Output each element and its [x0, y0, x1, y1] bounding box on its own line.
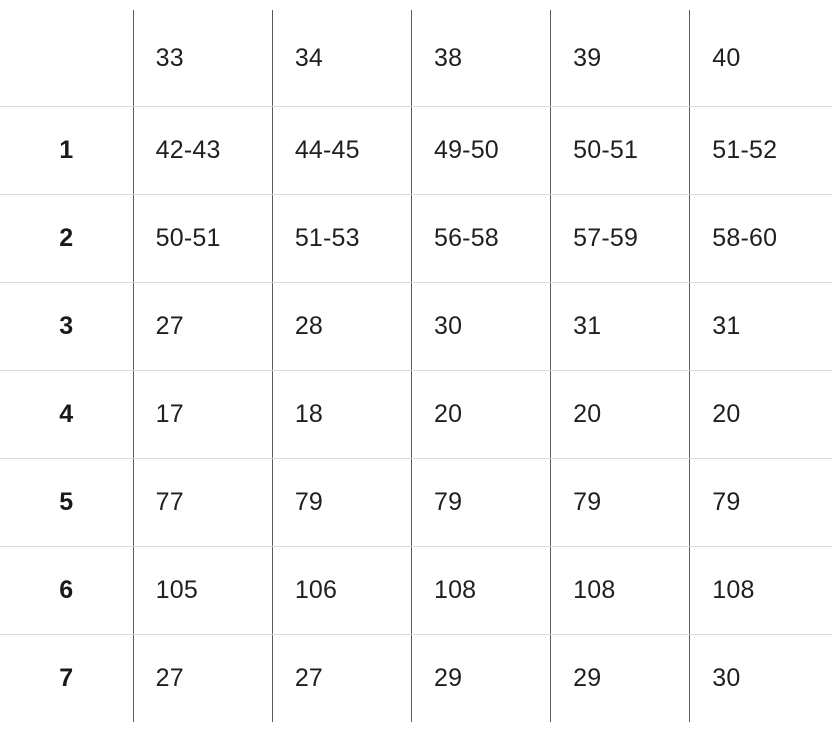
table-cell: 79 [551, 458, 690, 546]
table-cell: 31 [551, 282, 690, 370]
column-header-1: 33 [133, 10, 272, 106]
table-row [0, 106, 832, 194]
column-header-3: 38 [411, 10, 550, 106]
table-cell: 29 [551, 634, 690, 722]
table-cell: 30 [690, 634, 832, 722]
table-row [0, 634, 832, 722]
table-cell: 58-60 [690, 194, 832, 282]
table-cell: 28 [272, 282, 411, 370]
table-cell: 44-45 [272, 106, 411, 194]
table-cell: 27 [133, 634, 272, 722]
table-cell: 108 [551, 546, 690, 634]
table-cell: 50-51 [551, 106, 690, 194]
table-header-row [0, 10, 832, 106]
table-row [0, 282, 832, 370]
table-corner-cell [0, 10, 133, 106]
table-row [0, 546, 832, 634]
table-cell: 20 [690, 370, 832, 458]
table-cell: 51-52 [690, 106, 832, 194]
row-header: 7 [0, 634, 133, 722]
table-cell: 49-50 [411, 106, 550, 194]
table-row [0, 370, 832, 458]
table-cell: 18 [272, 370, 411, 458]
column-header-2: 34 [272, 10, 411, 106]
row-header: 2 [0, 194, 133, 282]
table-cell: 77 [133, 458, 272, 546]
column-header-4: 39 [551, 10, 690, 106]
table-cell: 57-59 [551, 194, 690, 282]
table-row [0, 458, 832, 546]
table-row [0, 194, 832, 282]
table-cell: 79 [411, 458, 550, 546]
row-header: 4 [0, 370, 133, 458]
row-header: 3 [0, 282, 133, 370]
table-cell: 108 [690, 546, 832, 634]
table-cell: 29 [411, 634, 550, 722]
table-cell: 106 [272, 546, 411, 634]
table-cell: 108 [411, 546, 550, 634]
size-chart-table [0, 10, 832, 722]
table-cell: 17 [133, 370, 272, 458]
table-cell: 30 [411, 282, 550, 370]
column-header-5: 40 [690, 10, 832, 106]
table-cell: 20 [551, 370, 690, 458]
table-cell: 42-43 [133, 106, 272, 194]
table-cell: 105 [133, 546, 272, 634]
table-cell: 20 [411, 370, 550, 458]
row-header: 6 [0, 546, 133, 634]
table-cell: 79 [690, 458, 832, 546]
row-header: 5 [0, 458, 133, 546]
table-cell: 56-58 [411, 194, 550, 282]
table-cell: 50-51 [133, 194, 272, 282]
row-header: 1 [0, 106, 133, 194]
table-cell: 51-53 [272, 194, 411, 282]
table-cell: 27 [133, 282, 272, 370]
table-cell: 79 [272, 458, 411, 546]
table-cell: 27 [272, 634, 411, 722]
table-cell: 31 [690, 282, 832, 370]
